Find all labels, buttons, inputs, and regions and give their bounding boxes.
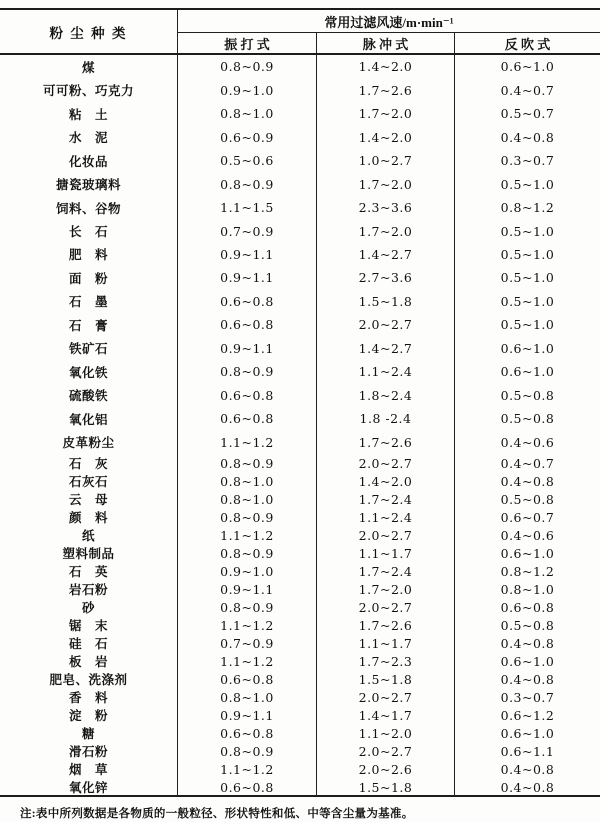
reverse-blow-value: 0.5~0.8: [500, 411, 555, 427]
row-label-dust-type: 硅 石: [0, 634, 178, 652]
shaking-type-value: 0.8~0.9: [178, 508, 317, 526]
shaking-type-value: 0.9~1.0: [178, 562, 317, 580]
reverse-blow-value: 0.5~1.0: [500, 176, 555, 192]
filter-velocity-table: [0, 8, 600, 797]
row-label-dust-type: 香 料: [0, 688, 178, 706]
row-label-dust-type: 粘 土: [0, 102, 178, 125]
table-row: [0, 598, 600, 616]
table-row: [0, 670, 600, 688]
column-header-pulse-type: 脉 冲 式: [317, 33, 455, 53]
reverse-blow-value: 0.4~0.8: [500, 635, 555, 651]
reverse-blow-value: 0.6~1.0: [500, 364, 555, 380]
reverse-blow-value: 0.5~1.0: [500, 293, 555, 309]
table-row: [0, 508, 600, 526]
shaking-type-value: 0.9~1.1: [178, 243, 317, 266]
pulse-type-value: 1.0~2.7: [317, 149, 455, 172]
shaking-type-value: 0.8~0.9: [178, 544, 317, 562]
shaking-type-value: 0.8~0.9: [178, 360, 317, 383]
shaking-type-value: 0.6~0.8: [178, 384, 317, 407]
pulse-type-value: 1.5~1.8: [317, 290, 455, 313]
table-row: [0, 149, 600, 172]
shaking-type-value: 0.6~0.9: [178, 125, 317, 148]
reverse-blow-value: 0.6~1.0: [500, 725, 555, 741]
reverse-blow-value: 0.4~0.8: [500, 779, 555, 795]
table-row: [0, 634, 600, 652]
shaking-type-value: 1.1~1.2: [178, 526, 317, 544]
row-label-dust-type: 颜 料: [0, 508, 178, 526]
reverse-blow-value: 0.6~1.0: [500, 59, 555, 75]
reverse-blow-value: 0.8~1.2: [500, 563, 555, 579]
reverse-blow-value: 0.5~1.0: [500, 270, 555, 286]
table-row: [0, 55, 600, 78]
row-label-dust-type: 石 灰: [0, 454, 178, 472]
pulse-type-value: 2.7~3.6: [317, 266, 455, 289]
pulse-type-value: 1.4~1.7: [317, 706, 455, 724]
reverse-blow-value: 0.4~0.7: [500, 82, 555, 98]
reverse-blow-value: 0.6~1.0: [500, 545, 555, 561]
row-label-dust-type: 石 墨: [0, 290, 178, 313]
shaking-type-value: 0.8~0.9: [178, 742, 317, 760]
table-row: [0, 360, 600, 383]
table-row: [0, 243, 600, 266]
row-label-dust-type: 云 母: [0, 490, 178, 508]
table-row: [0, 652, 600, 670]
row-label-dust-type: 锯 末: [0, 616, 178, 634]
pulse-type-value: 1.7~2.3: [317, 652, 455, 670]
pulse-type-value: 1.4~2.7: [317, 337, 455, 360]
reverse-blow-value: 0.4~0.7: [500, 455, 555, 471]
shaking-type-value: 0.8~0.9: [178, 172, 317, 195]
table-body-upper: [0, 55, 600, 454]
row-label-dust-type: 饲料、谷物: [0, 196, 178, 219]
row-label-dust-type: 水 泥: [0, 125, 178, 148]
pulse-type-value: 1.1~1.7: [317, 634, 455, 652]
table-row: [0, 526, 600, 544]
row-label-dust-type: 淀 粉: [0, 706, 178, 724]
row-label-dust-type: 石 膏: [0, 313, 178, 336]
reverse-blow-value: 0.3~0.7: [500, 153, 555, 169]
reverse-blow-value: 0.4~0.6: [500, 527, 555, 543]
table-row: [0, 562, 600, 580]
pulse-type-value: 1.7~2.4: [317, 490, 455, 508]
shaking-type-value: 0.8~0.9: [178, 454, 317, 472]
pulse-type-value: 2.0~2.7: [317, 688, 455, 706]
reverse-blow-value: 0.8~1.0: [500, 581, 555, 597]
row-label-dust-type: 石 英: [0, 562, 178, 580]
shaking-type-value: 1.1~1.2: [178, 760, 317, 778]
pulse-type-value: 1.7~2.0: [317, 219, 455, 242]
reverse-blow-value: 0.5~0.7: [500, 106, 555, 122]
row-label-dust-type: 塑料制品: [0, 544, 178, 562]
shaking-type-value: 0.7~0.9: [178, 219, 317, 242]
table-row: [0, 706, 600, 724]
shaking-type-value: 0.5~0.6: [178, 149, 317, 172]
row-label-dust-type: 氧化铁: [0, 360, 178, 383]
row-label-dust-type: 氧化铝: [0, 407, 178, 430]
reverse-blow-value: 0.5~1.0: [500, 246, 555, 262]
reverse-blow-value: 0.5~1.0: [500, 223, 555, 239]
reverse-blow-value: 0.5~0.8: [500, 387, 555, 403]
table-row: [0, 616, 600, 634]
row-label-dust-type: 糖: [0, 724, 178, 742]
table-row: [0, 266, 600, 289]
table-body-lower: [0, 454, 600, 795]
table-row: [0, 290, 600, 313]
table-row: [0, 472, 600, 490]
row-label-dust-type: 烟 草: [0, 760, 178, 778]
shaking-type-value: 0.9~1.1: [178, 706, 317, 724]
shaking-type-value: 1.1~1.2: [178, 431, 317, 454]
reverse-blow-value: 0.6~1.2: [500, 707, 555, 723]
pulse-type-value: 1.1~2.4: [317, 360, 455, 383]
row-label-dust-type: 石灰石: [0, 472, 178, 490]
shaking-type-value: 1.1~1.5: [178, 196, 317, 219]
pulse-type-value: 1.7~2.0: [317, 580, 455, 598]
column-group-header-filter-velocity: 常用过滤风速/m·min⁻¹: [178, 10, 600, 33]
column-header-shaking-type: 振 打 式: [178, 33, 317, 53]
sub-header-row: [178, 33, 600, 53]
shaking-type-value: 0.8~1.0: [178, 102, 317, 125]
reverse-blow-value: 0.5~0.8: [500, 617, 555, 633]
reverse-blow-value: 0.4~0.6: [500, 434, 555, 450]
row-label-dust-type: 岩石粉: [0, 580, 178, 598]
row-label-dust-type: 肥皂、洗涤剂: [0, 670, 178, 688]
row-label-dust-type: 可可粉、巧克力: [0, 78, 178, 101]
pulse-type-value: 1.4~2.0: [317, 472, 455, 490]
pulse-type-value: 2.3~3.6: [317, 196, 455, 219]
shaking-type-value: 0.9~1.0: [178, 78, 317, 101]
pulse-type-value: 2.0~2.7: [317, 742, 455, 760]
table-row: [0, 778, 600, 796]
table-row: [0, 580, 600, 598]
table-row: [0, 724, 600, 742]
pulse-type-value: 1.4~2.0: [317, 125, 455, 148]
reverse-blow-value: 0.6~0.7: [500, 509, 555, 525]
row-label-dust-type: 板 岩: [0, 652, 178, 670]
reverse-blow-value: 0.6~1.1: [500, 743, 555, 759]
table-row: [0, 688, 600, 706]
table-row: [0, 431, 600, 454]
reverse-blow-value: 0.5~1.0: [500, 317, 555, 333]
row-label-dust-type: 煤: [0, 55, 178, 78]
shaking-type-value: 0.8~0.9: [178, 55, 317, 78]
table-row: [0, 219, 600, 242]
reverse-blow-value: 0.8~1.2: [500, 200, 555, 216]
column-header-reverse-blow-type: 反 吹 式: [504, 36, 551, 52]
reverse-blow-value: 0.4~0.8: [500, 761, 555, 777]
shaking-type-value: 0.8~1.0: [178, 490, 317, 508]
pulse-type-value: 1.8 -2.4: [317, 407, 455, 430]
pulse-type-value: 1.4~2.7: [317, 243, 455, 266]
shaking-type-value: 0.6~0.8: [178, 724, 317, 742]
table-row: [0, 78, 600, 101]
table-row: [0, 760, 600, 778]
reverse-blow-value: 0.6~1.0: [500, 653, 555, 669]
table-footnote: 注:表中所列数据是各物质的一般粒径、形状特性和低、中等含尘量为基准。: [20, 808, 414, 820]
row-label-dust-type: 氧化锌: [0, 778, 178, 796]
shaking-type-value: 1.1~1.2: [178, 616, 317, 634]
shaking-type-value: 0.6~0.8: [178, 670, 317, 688]
row-label-dust-type: 纸: [0, 526, 178, 544]
pulse-type-value: 2.0~2.7: [317, 598, 455, 616]
table-header: [0, 10, 600, 55]
shaking-type-value: 0.6~0.8: [178, 407, 317, 430]
reverse-blow-value: 0.4~0.8: [500, 473, 555, 489]
shaking-type-value: 0.9~1.1: [178, 580, 317, 598]
shaking-type-value: 1.1~1.2: [178, 652, 317, 670]
row-label-dust-type: 面 粉: [0, 266, 178, 289]
reverse-blow-value: 0.5~0.8: [500, 491, 555, 507]
table-row: [0, 102, 600, 125]
row-label-dust-type: 长 石: [0, 219, 178, 242]
pulse-type-value: 1.7~2.6: [317, 616, 455, 634]
row-label-dust-type: 砂: [0, 598, 178, 616]
table-row: [0, 196, 600, 219]
table-row: [0, 407, 600, 430]
reverse-blow-value: 0.6~0.8: [500, 599, 555, 615]
shaking-type-value: 0.6~0.8: [178, 313, 317, 336]
reverse-blow-value: 0.6~1.0: [500, 340, 555, 356]
reverse-blow-value: 0.3~0.7: [500, 689, 555, 705]
row-label-dust-type: 化妆品: [0, 149, 178, 172]
velocity-header-group: [178, 10, 600, 53]
table-row: [0, 454, 600, 472]
pulse-type-value: 1.1~2.4: [317, 508, 455, 526]
table-row: [0, 544, 600, 562]
row-label-dust-type: 搪瓷玻璃料: [0, 172, 178, 195]
pulse-type-value: 1.7~2.4: [317, 562, 455, 580]
column-header-dust-type: 粉 尘 种 类: [0, 10, 178, 53]
row-label-dust-type: 硫酸铁: [0, 384, 178, 407]
row-label-dust-type: 滑石粉: [0, 742, 178, 760]
pulse-type-value: 1.5~1.8: [317, 670, 455, 688]
pulse-type-value: 2.0~2.7: [317, 454, 455, 472]
table-row: [0, 125, 600, 148]
table-row: [0, 313, 600, 336]
shaking-type-value: 0.6~0.8: [178, 290, 317, 313]
pulse-type-value: 1.7~2.6: [317, 78, 455, 101]
shaking-type-value: 0.9~1.1: [178, 266, 317, 289]
pulse-type-value: 1.1~1.7: [317, 544, 455, 562]
pulse-type-value: 1.7~2.0: [317, 102, 455, 125]
row-label-dust-type: 皮革粉尘: [0, 431, 178, 454]
pulse-type-value: 1.4~2.0: [317, 55, 455, 78]
table-row: [0, 490, 600, 508]
table-row: [0, 337, 600, 360]
reverse-blow-value: 0.4~0.8: [500, 129, 555, 145]
reverse-blow-value: 0.4~0.8: [500, 671, 555, 687]
pulse-type-value: 1.1~2.0: [317, 724, 455, 742]
pulse-type-value: 1.7~2.0: [317, 172, 455, 195]
row-label-dust-type: 铁矿石: [0, 337, 178, 360]
table-row: [0, 172, 600, 195]
shaking-type-value: 0.8~1.0: [178, 688, 317, 706]
pulse-type-value: 1.8~2.4: [317, 384, 455, 407]
table-row: [0, 384, 600, 407]
pulse-type-value: 1.7~2.6: [317, 431, 455, 454]
table-row: [0, 742, 600, 760]
row-label-dust-type: 肥 料: [0, 243, 178, 266]
shaking-type-value: 0.9~1.1: [178, 337, 317, 360]
pulse-type-value: 2.0~2.6: [317, 760, 455, 778]
shaking-type-value: 0.8~0.9: [178, 598, 317, 616]
pulse-type-value: 2.0~2.7: [317, 526, 455, 544]
shaking-type-value: 0.8~1.0: [178, 472, 317, 490]
shaking-type-value: 0.7~0.9: [178, 634, 317, 652]
shaking-type-value: 0.6~0.8: [178, 778, 317, 796]
pulse-type-value: 2.0~2.7: [317, 313, 455, 336]
pulse-type-value: 1.5~1.8: [317, 778, 455, 796]
